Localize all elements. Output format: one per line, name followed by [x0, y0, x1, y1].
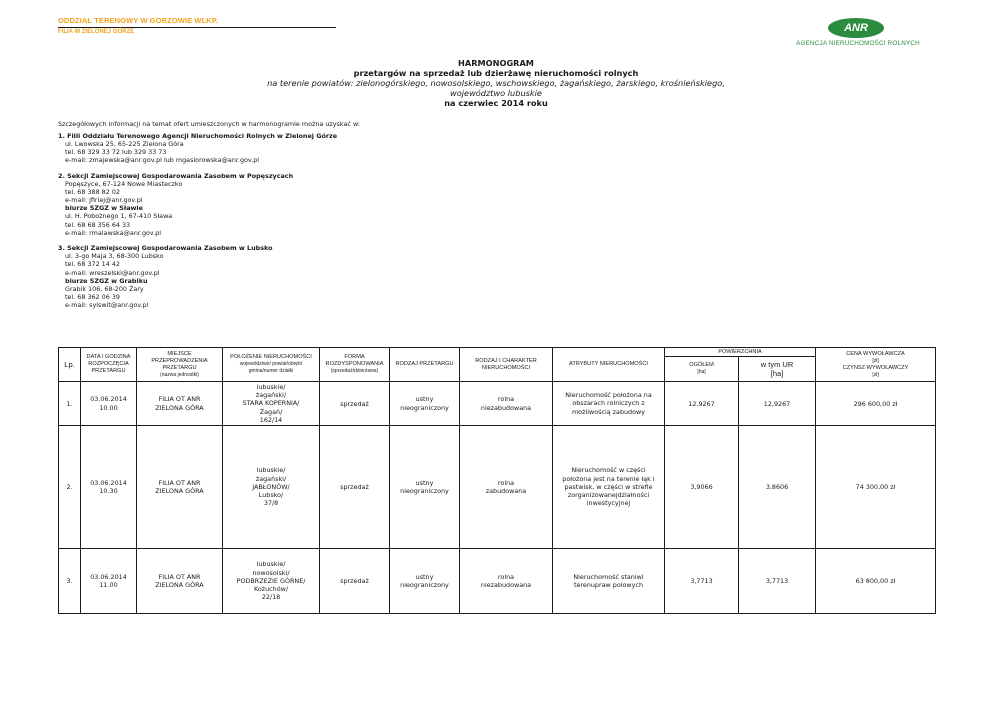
- contact-2-heading: 2. Sekcji Zamiejscowej Gospodarowania Zasobem w Popęszycach: [58, 171, 294, 180]
- organization-header: [58, 16, 338, 35]
- row-property-character: rolna niezabudowana: [460, 382, 553, 426]
- contact-3-office-address: Grabik 106, 68-200 Żary: [65, 284, 144, 293]
- branch-name: FILIA W ZIELONEJ GÓRZE: [58, 29, 135, 35]
- row-place: FILIA OT ANR ZIELONA GÓRA: [137, 426, 223, 549]
- contact-intro: Szczegółowych informacji na temat ofert umieszczonych w harmonogramie można uzyskać w:: [58, 120, 360, 128]
- contact-1-phone: tel. 68 329 33 72 lub 329 33 73: [65, 148, 167, 157]
- contact-2-email: e-mail: jfirlej@anr.gov.pl: [65, 196, 143, 205]
- row-attributes: Nieruchomość staniwi terenupraw polowych: [553, 549, 665, 614]
- contact-1-heading: 1. Filii Oddziału Terenowego Agencji Nieruchomości Rolnych w Zielonej Górze: [58, 132, 338, 141]
- header-property-character: RODZAJ I CHARAKTER NIERUCHOMOŚCI: [460, 348, 553, 382]
- auction-schedule-table: [58, 347, 936, 614]
- contact-info: [58, 120, 658, 309]
- row-form: sprzedaż: [320, 426, 390, 549]
- anr-logo: [778, 18, 938, 52]
- row-auction-type: ustny nieograniczony: [390, 426, 460, 549]
- header-date: DATA I GODZINA ROZPOCZĘCIA PRZETARGU: [81, 348, 137, 382]
- header-area-total: OGÓŁEM [ha]: [665, 357, 739, 382]
- contact-2-office-email: e-mail: rmalawska@anr.gov.pl: [65, 228, 162, 237]
- contact-2-office-heading: biurze SZGZ w Sławie: [65, 204, 143, 213]
- header-area-ur: w tym UR [ha]: [739, 357, 816, 382]
- contact-2-address: Popęszyce, 67-124 Nowe Miasteczko: [65, 180, 183, 189]
- title-line-3: na terenie powiatów: zielonogórskiego, nowosolskiego, wschowskiego, żagańskiego, żarskiego, krośnieńskiego,: [267, 78, 725, 88]
- row-lp: 1.: [59, 382, 81, 426]
- title-line-5: na czerwiec 2014 roku: [444, 98, 548, 108]
- row-form: sprzedaż: [320, 382, 390, 426]
- row-attributes: Nieruchomość położona na obszarach rolniczych z możliwością zabudowy: [553, 382, 665, 426]
- row-location: lubuskie/ żagański/ JABŁONÓW/ Lubsko/ 37/8: [223, 426, 320, 549]
- title-line-4: województwo lubuskie: [450, 88, 542, 98]
- header-form: FORMA ROZDYSPONOWANIA (sprzedaż/dzierżawa): [320, 348, 390, 382]
- contact-3-office-email: e-mail: sylswit@anr.gov.pl: [65, 300, 149, 309]
- row-area-total: 3,7713: [665, 549, 739, 614]
- contact-3-heading: 3. Sekcji Zamiejscowej Gospodarowania Zasobem w Lubsko: [58, 244, 273, 253]
- header-auction-type: RODZAJ PRZETARGU: [390, 348, 460, 382]
- header-location: POŁOŻENIE NIERUCHOMOŚCI województwo/ powiat/obręb/ gmina/numer działki: [223, 348, 320, 382]
- contact-3-phone: tel. 68 372 14 42: [65, 260, 120, 269]
- header-price: CENA WYWOŁAWCZA [zł] CZYNSZ WYWOŁAWCZY [zł]: [816, 348, 936, 382]
- row-lp: 3.: [59, 549, 81, 614]
- header-divider: [58, 27, 336, 28]
- row-place: FILIA OT ANR ZIELONA GÓRA: [137, 549, 223, 614]
- contact-2-phone: tel. 68 388 82 02: [65, 188, 120, 197]
- row-date: 03.06.2014 10.30: [81, 426, 137, 549]
- row-auction-type: ustny nieograniczony: [390, 382, 460, 426]
- contact-3-email: e-mail: wreszelski@anr.gov.pl: [65, 268, 160, 277]
- header-area: POWIERZCHNIA: [665, 348, 816, 357]
- logo-agency-name: AGENCJA NIERUCHOMOŚCI ROLNYCH: [796, 40, 920, 47]
- row-area-total: 12,9267: [665, 382, 739, 426]
- row-area-ur: 3,8606: [739, 426, 816, 549]
- document-title: [0, 58, 992, 108]
- row-price: 63 800,00 zł: [816, 549, 936, 614]
- header-lp: Lp.: [59, 348, 81, 382]
- row-date: 03.06.2014 10.00: [81, 382, 137, 426]
- row-area-ur: 3,7713: [739, 549, 816, 614]
- row-property-character: rolna niezabudowana: [460, 549, 553, 614]
- logo-abbreviation: ANR: [828, 18, 884, 38]
- row-date: 03.06.2014 11.00: [81, 549, 137, 614]
- contact-3-office-heading: biurze SZGZ w Grabiku: [65, 276, 148, 285]
- table-row: [59, 426, 936, 549]
- row-area-total: 3,9066: [665, 426, 739, 549]
- row-area-ur: 12,9267: [739, 382, 816, 426]
- contact-2-office-phone: tel. 68 68 356 64 33: [65, 220, 131, 229]
- row-form: sprzedaż: [320, 549, 390, 614]
- row-auction-type: ustny nieograniczony: [390, 549, 460, 614]
- row-location: lubuskie/ nowosolski/ PODBRZEZIE GÓRNE/ Kożuchów/ 22/18: [223, 549, 320, 614]
- row-property-character: rolna zabudowana: [460, 426, 553, 549]
- contact-2-office-address: ul. H. Pobożnego 1, 67-410 Sława: [65, 212, 173, 221]
- row-price: 296 600,00 zł: [816, 382, 936, 426]
- contact-3-address: ul. 3-go Maja 3, 68-300 Lubsko: [65, 252, 164, 261]
- row-price: 74 300,00 zł: [816, 426, 936, 549]
- table-row: [59, 549, 936, 614]
- header-place: MIEJSCE PRZEPROWADZENIA PRZETARGU (nazwa jednostki): [137, 348, 223, 382]
- title-line-2: przetargów na sprzedaż lub dzierżawę nieruchomości rolnych: [353, 68, 639, 78]
- contact-1-address: ul. Lwowska 25, 65-225 Zielona Góra: [65, 140, 184, 149]
- contact-1-email: e-mail: zmajewska@anr.gov.pl lub mgasiorowska@anr.gov.pl: [65, 156, 260, 165]
- title-line-1: HARMONOGRAM: [458, 58, 534, 68]
- row-place: FILIA OT ANR ZIELONA GÓRA: [137, 382, 223, 426]
- row-location: lubuskie/ żagański/ STARA KOPERNIA/ Żagań/ 162/14: [223, 382, 320, 426]
- organization-name: ODDZIAŁ TERENOWY W GORZOWIE WLKP.: [58, 16, 219, 25]
- row-lp: 2.: [59, 426, 81, 549]
- contact-3-office-phone: tel. 68 362 06 39: [65, 292, 120, 301]
- header-attributes: ATRYBUTY NIERUCHOMOŚCI: [553, 348, 665, 382]
- table-row: [59, 382, 936, 426]
- row-attributes: Nieruchomość w części położona jest na terenie łąk i pastwisk, w części w strefie zorganizowanejdziałności inwestycyjnej: [553, 426, 665, 549]
